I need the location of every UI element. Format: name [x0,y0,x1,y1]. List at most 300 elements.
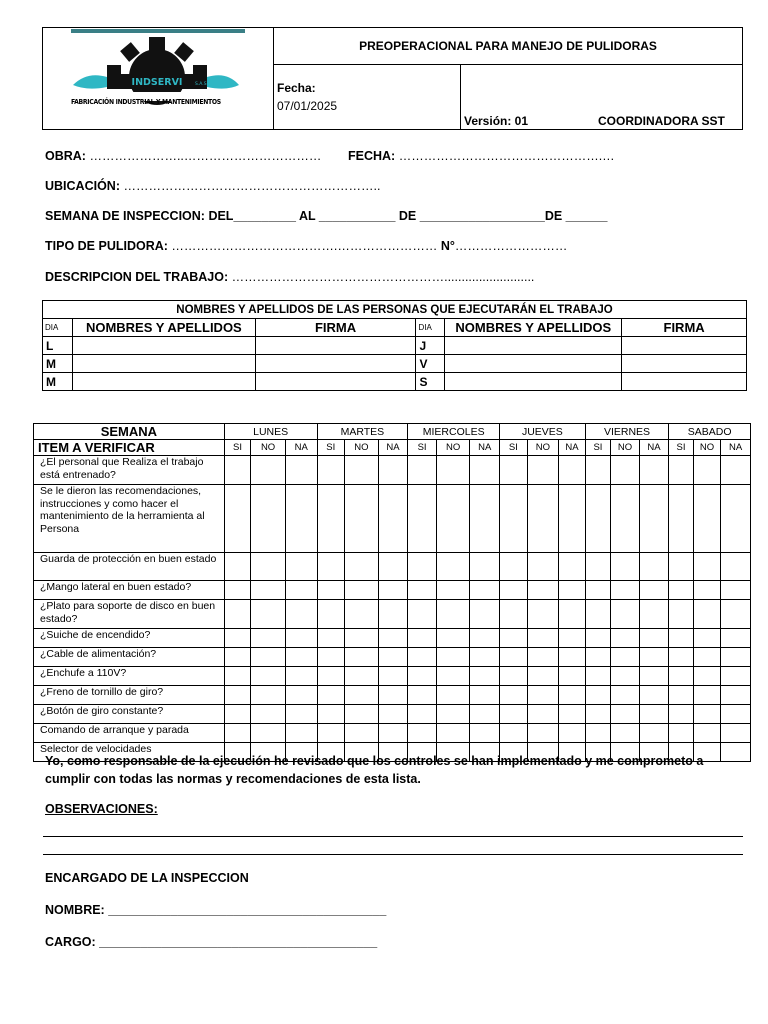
check-cell[interactable] [317,724,345,743]
check-cell[interactable] [585,485,610,553]
check-cell[interactable] [527,581,559,600]
check-cell[interactable] [251,648,286,667]
check-cell[interactable] [721,705,751,724]
check-cell[interactable] [408,705,437,724]
check-cell[interactable] [693,724,721,743]
descripcion-line [45,270,534,284]
fecha-value: 07/01/2025 [277,99,338,113]
check-cell[interactable] [470,553,500,581]
check-cell[interactable] [470,705,500,724]
firma-header: FIRMA [255,319,416,337]
day-header: LUNES [224,424,317,440]
options-header-row [34,440,751,456]
name-cell[interactable] [445,337,622,355]
na-header: NA [639,440,669,456]
checklist-row [34,648,751,667]
check-cell[interactable] [470,600,500,629]
check-cell[interactable] [500,485,528,553]
check-cell[interactable] [345,485,379,553]
nombre-field[interactable]: NOMBRE: ________________________________________ [45,903,387,917]
check-cell[interactable] [251,686,286,705]
check-cell[interactable] [639,686,669,705]
check-cell[interactable] [436,485,470,553]
day-letter: J [416,337,445,355]
check-cell[interactable] [436,456,470,485]
check-cell[interactable] [669,705,693,724]
check-cell[interactable] [639,648,669,667]
check-cell[interactable] [285,553,317,581]
check-cell[interactable] [559,648,586,667]
tipo-field[interactable]: ………………………………….…………………… [171,239,438,253]
check-cell[interactable] [378,648,408,667]
check-cell[interactable] [285,667,317,686]
check-cell[interactable] [721,629,751,648]
check-cell[interactable] [408,667,437,686]
check-cell[interactable] [585,648,610,667]
check-cell[interactable] [559,600,586,629]
check-cell[interactable] [378,456,408,485]
check-cell[interactable] [693,629,721,648]
fecha-field-label: FECHA: [348,149,396,163]
check-cell[interactable] [251,705,286,724]
check-cell[interactable] [345,600,379,629]
name-cell[interactable] [445,355,622,373]
check-cell[interactable] [224,705,251,724]
check-cell[interactable] [585,686,610,705]
checklist-row [34,686,751,705]
obra-line [45,149,321,163]
check-cell[interactable] [378,724,408,743]
check-cell[interactable] [345,648,379,667]
na-header: NA [721,440,751,456]
check-cell[interactable] [585,553,610,581]
check-cell[interactable] [611,553,640,581]
check-cell[interactable] [639,485,669,553]
fecha-line [348,149,615,163]
check-cell[interactable] [693,456,721,485]
check-cell[interactable] [470,667,500,686]
check-cell[interactable] [721,456,751,485]
check-cell[interactable] [693,686,721,705]
check-cell[interactable] [669,667,693,686]
check-cell[interactable] [224,648,251,667]
check-cell[interactable] [639,553,669,581]
check-cell[interactable] [408,581,437,600]
cargo-field[interactable]: CARGO: ________________________________________ [45,935,378,949]
check-cell[interactable] [317,456,345,485]
checklist-item: Guarda de protección en buen estado [34,553,225,581]
svg-text:S.A.S.: S.A.S. [195,82,209,87]
check-cell[interactable] [224,485,251,553]
semana-line[interactable]: SEMANA DE INSPECCION: DEL_________ AL ___________ DE __________________DE ______ [45,209,608,223]
check-cell[interactable] [669,648,693,667]
check-cell[interactable] [224,686,251,705]
check-cell[interactable] [345,686,379,705]
check-cell[interactable] [639,581,669,600]
check-cell[interactable] [224,456,251,485]
checklist-item: ¿Mango lateral en buen estado? [34,581,225,600]
checklist-item: ¿El personal que Realiza el trabajo está entrenado? [34,456,225,485]
na-header: NA [285,440,317,456]
check-cell[interactable] [345,705,379,724]
check-cell[interactable] [721,581,751,600]
check-cell[interactable] [559,686,586,705]
check-cell[interactable] [285,648,317,667]
check-cell[interactable] [500,581,528,600]
check-cell[interactable] [378,667,408,686]
check-cell[interactable] [585,705,610,724]
check-cell[interactable] [285,724,317,743]
check-cell[interactable] [345,581,379,600]
check-cell[interactable] [527,485,559,553]
signature-cell[interactable] [622,355,747,373]
check-cell[interactable] [527,456,559,485]
check-cell[interactable] [378,705,408,724]
na-header: NA [378,440,408,456]
check-cell[interactable] [669,485,693,553]
day-letter: M [43,373,73,391]
check-cell[interactable] [639,600,669,629]
day-letter: S [416,373,445,391]
check-cell[interactable] [470,648,500,667]
names-row [43,373,747,391]
observaciones-line[interactable] [43,854,743,855]
day-letter: V [416,355,445,373]
check-cell[interactable] [611,705,640,724]
check-cell[interactable] [251,629,286,648]
check-cell[interactable] [378,581,408,600]
observaciones-label: OBSERVACIONES: [45,802,158,816]
check-cell[interactable] [436,629,470,648]
check-cell[interactable] [285,485,317,553]
check-cell[interactable] [470,629,500,648]
names-row [43,337,747,355]
check-cell[interactable] [224,581,251,600]
tipo-line [45,239,567,253]
check-cell[interactable] [436,648,470,667]
check-cell[interactable] [611,686,640,705]
check-cell[interactable] [527,648,559,667]
checklist-item: Selector de velocidades [34,743,225,762]
check-cell[interactable] [611,456,640,485]
check-cell[interactable] [639,724,669,743]
check-cell[interactable] [559,485,586,553]
check-cell[interactable] [470,485,500,553]
checklist-item: ¿Plato para soporte de disco en buen estado? [34,600,225,629]
name-cell[interactable] [72,373,255,391]
check-cell[interactable] [317,485,345,553]
check-cell[interactable] [693,581,721,600]
checklist-row [34,456,751,485]
check-cell[interactable] [669,581,693,600]
checklist-row [34,724,751,743]
days-header-row [34,424,751,440]
checklist-item: ¿Botón de giro constante? [34,705,225,724]
fecha-field[interactable]: ………………………………………….… [398,149,615,163]
name-cell[interactable] [72,337,255,355]
check-cell[interactable] [224,553,251,581]
check-cell[interactable] [527,724,559,743]
check-cell[interactable] [611,581,640,600]
check-cell[interactable] [378,553,408,581]
signature-cell[interactable] [255,373,416,391]
ubicacion-field[interactable]: …………………………………………………….. [123,179,381,193]
inspection-checklist-table [33,423,751,762]
check-cell[interactable] [317,667,345,686]
check-cell[interactable] [559,724,586,743]
check-cell[interactable] [436,553,470,581]
check-cell[interactable] [378,485,408,553]
check-cell[interactable] [611,648,640,667]
check-cell[interactable] [500,629,528,648]
check-cell[interactable] [721,724,751,743]
check-cell[interactable] [669,686,693,705]
check-cell[interactable] [285,629,317,648]
check-cell[interactable] [585,600,610,629]
check-cell[interactable] [669,600,693,629]
check-cell[interactable] [500,456,528,485]
check-cell[interactable] [639,456,669,485]
check-cell[interactable] [721,743,751,762]
checklist-item: ¿Cable de alimentación? [34,648,225,667]
check-cell[interactable] [436,581,470,600]
check-cell[interactable] [669,724,693,743]
check-cell[interactable] [527,600,559,629]
names-row [43,355,747,373]
check-cell[interactable] [611,485,640,553]
coordinator-label: COORDINADORA SST [598,114,725,128]
signature-cell[interactable] [255,355,416,373]
obra-field[interactable]: …………………..…………………………… [89,149,322,163]
check-cell[interactable] [251,553,286,581]
checklist-row [34,553,751,581]
check-cell[interactable] [317,553,345,581]
numero-field[interactable]: ……………………… [454,239,568,253]
day-header: SABADO [669,424,751,440]
check-cell[interactable] [251,485,286,553]
check-cell[interactable] [470,581,500,600]
check-cell[interactable] [669,629,693,648]
dia-header: DIA [43,319,73,337]
document-title: PREOPERACIONAL PARA MANEJO DE PULIDORAS [359,39,657,53]
no-header: NO [436,440,470,456]
na-header: NA [470,440,500,456]
check-cell[interactable] [285,600,317,629]
check-cell[interactable] [251,456,286,485]
no-header: NO [251,440,286,456]
check-cell[interactable] [436,724,470,743]
si-header: SI [224,440,251,456]
day-letter: M [43,355,73,373]
signature-cell[interactable] [622,373,747,391]
check-cell[interactable] [224,724,251,743]
check-cell[interactable] [693,485,721,553]
check-cell[interactable] [251,724,286,743]
check-cell[interactable] [345,667,379,686]
check-cell[interactable] [251,600,286,629]
check-cell[interactable] [585,667,610,686]
check-cell[interactable] [639,705,669,724]
check-cell[interactable] [559,581,586,600]
check-cell[interactable] [378,629,408,648]
document-header [42,27,743,130]
check-cell[interactable] [408,485,437,553]
check-cell[interactable] [500,648,528,667]
no-header: NO [527,440,559,456]
check-cell[interactable] [559,667,586,686]
check-cell[interactable] [559,629,586,648]
check-cell[interactable] [693,553,721,581]
name-cell[interactable] [72,355,255,373]
day-header: MIERCOLES [408,424,500,440]
check-cell[interactable] [585,724,610,743]
check-cell[interactable] [693,705,721,724]
check-cell[interactable] [721,648,751,667]
version-label: Versión: 01 [464,114,529,128]
check-cell[interactable] [470,724,500,743]
check-cell[interactable] [317,600,345,629]
check-cell[interactable] [611,724,640,743]
checklist-item: ¿Freno de tornillo de giro? [34,686,225,705]
check-cell[interactable] [585,629,610,648]
check-cell[interactable] [224,600,251,629]
check-cell[interactable] [378,686,408,705]
dia-header: DIA [416,319,445,337]
check-cell[interactable] [500,686,528,705]
checklist-item: ¿Enchufe a 110V? [34,667,225,686]
check-cell[interactable] [470,456,500,485]
item-header: ITEM A VERIFICAR [34,440,225,456]
checklist-row [34,667,751,686]
checklist-row [34,629,751,648]
check-cell[interactable] [408,724,437,743]
check-cell[interactable] [500,667,528,686]
check-cell[interactable] [693,648,721,667]
check-cell[interactable] [345,553,379,581]
nombres-header: NOMBRES Y APELLIDOS [445,319,622,337]
check-cell[interactable] [585,456,610,485]
ubicacion-line [45,179,380,193]
check-cell[interactable] [500,600,528,629]
observaciones-line[interactable] [43,836,743,837]
check-cell[interactable] [285,581,317,600]
check-cell[interactable] [721,553,751,581]
check-cell[interactable] [317,581,345,600]
day-header: VIERNES [585,424,669,440]
signature-cell[interactable] [255,337,416,355]
day-header: MARTES [317,424,408,440]
check-cell[interactable] [345,456,379,485]
tipo-label: TIPO DE PULIDORA: [45,239,168,253]
check-cell[interactable] [378,600,408,629]
checklist-row [34,600,751,629]
check-cell[interactable] [285,705,317,724]
check-cell[interactable] [639,629,669,648]
check-cell[interactable] [639,667,669,686]
check-cell[interactable] [721,485,751,553]
check-cell[interactable] [285,456,317,485]
check-cell[interactable] [251,667,286,686]
checklist-row [34,485,751,553]
check-cell[interactable] [408,648,437,667]
name-cell[interactable] [445,373,622,391]
checklist-row [34,705,751,724]
check-cell[interactable] [408,686,437,705]
check-cell[interactable] [721,667,751,686]
check-cell[interactable] [224,629,251,648]
check-cell[interactable] [527,553,559,581]
check-cell[interactable] [285,686,317,705]
company-tagline: FABRICACIÓN INDUSTRIAL Y MANTENIMIENTOS [71,98,221,106]
check-cell[interactable] [408,456,437,485]
si-header: SI [408,440,437,456]
fecha-label: Fecha: [277,81,316,95]
check-cell[interactable] [317,648,345,667]
check-cell[interactable] [345,724,379,743]
na-header: NA [559,440,586,456]
check-cell[interactable] [559,553,586,581]
commitment-text: Yo, como responsable de la ejecución he revisado que los controles se han implementado y me comprometo a cumplir con todas las normas y recomendaciones de esta lista. [45,754,704,786]
check-cell[interactable] [408,553,437,581]
signature-cell[interactable] [622,337,747,355]
check-cell[interactable] [559,456,586,485]
check-cell[interactable] [436,705,470,724]
check-cell[interactable] [527,705,559,724]
check-cell[interactable] [500,553,528,581]
check-cell[interactable] [669,553,693,581]
check-cell[interactable] [436,667,470,686]
no-header: NO [345,440,379,456]
check-cell[interactable] [436,686,470,705]
check-cell[interactable] [500,724,528,743]
check-cell[interactable] [669,456,693,485]
check-cell[interactable] [721,600,751,629]
descripcion-field[interactable]: …………………………………………….......................... [231,270,535,284]
semana-header: SEMANA [34,424,225,440]
checklist-item: ¿Suiche de encendido? [34,629,225,648]
check-cell[interactable] [611,667,640,686]
check-cell[interactable] [317,686,345,705]
check-cell[interactable] [527,686,559,705]
day-letter: L [43,337,73,355]
names-table-title: NOMBRES Y APELLIDOS DE LAS PERSONAS QUE EJECUTARÁN EL TRABAJO [43,301,747,319]
check-cell[interactable] [408,629,437,648]
checklist-row [34,581,751,600]
si-header: SI [317,440,345,456]
check-cell[interactable] [500,705,528,724]
check-cell[interactable] [721,686,751,705]
check-cell[interactable] [224,667,251,686]
check-cell[interactable] [470,686,500,705]
check-cell[interactable] [611,600,640,629]
check-cell[interactable] [436,600,470,629]
no-header: NO [611,440,640,456]
check-cell[interactable] [408,600,437,629]
check-cell[interactable] [559,705,586,724]
check-cell[interactable] [611,629,640,648]
check-cell[interactable] [527,667,559,686]
check-cell[interactable] [693,600,721,629]
obra-label: OBRA: [45,149,86,163]
check-cell[interactable] [585,581,610,600]
check-cell[interactable] [693,667,721,686]
firma-header: FIRMA [622,319,747,337]
check-cell[interactable] [527,629,559,648]
check-cell[interactable] [317,705,345,724]
check-cell[interactable] [317,629,345,648]
check-cell[interactable] [345,629,379,648]
check-cell[interactable] [251,581,286,600]
